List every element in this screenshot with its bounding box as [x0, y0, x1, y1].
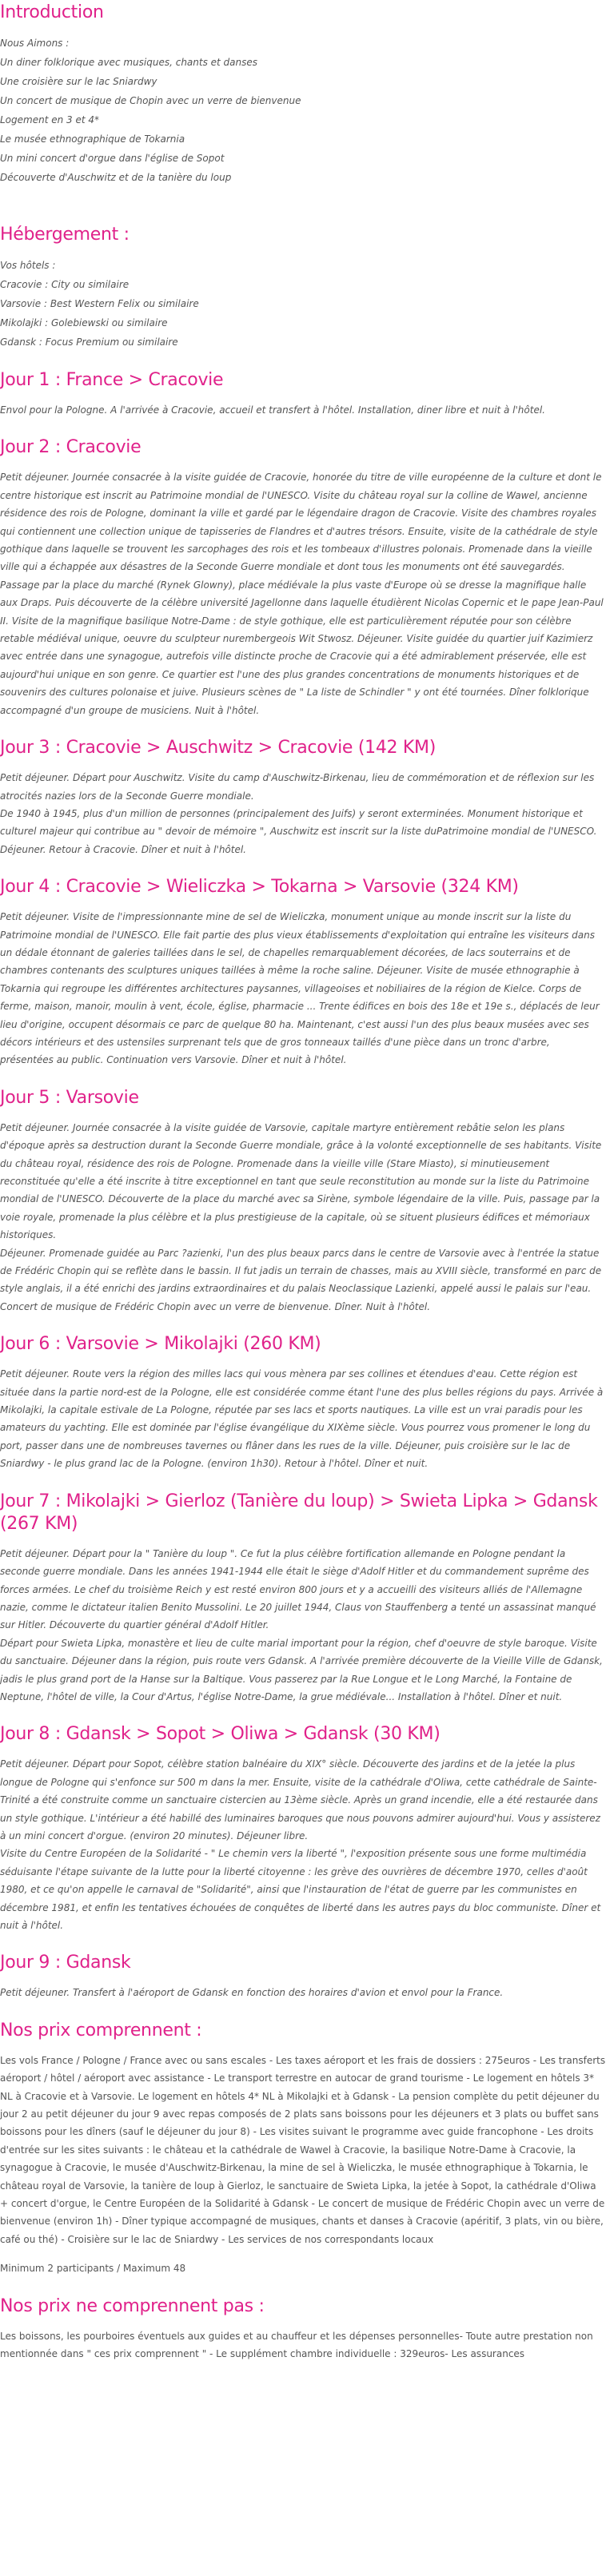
section-day-1: [0, 369, 606, 419]
section-title-price-includes: Nos prix comprennent :: [0, 2020, 202, 2040]
day-description: Déjeuner. Promenade guidée au Parc ?azienki, l'un des plus beaux parcs dans le centre de Varsovie avec à l'entrée la statue de Frédéric Chopin qui se reflète dans le bassin. Il fut jadis un terrain de chasses, mais au XVIII siècle, transformé en parc de style anglais, il a été enrichi des jardins extraordinaires et du palais Neoclassique Lazienki, appelé aussi le palais sur l'eau. Concert de musique de Frédéric Chopin avec un verre de bienvenue. Dîner. Nuit à l'hôtel.: [0, 1247, 602, 1312]
excludes-description: Les boissons, les pourboires éventuels aux guides et au chauffeur et les dépenses personnelles- Toute autre prestation non mentionnée dans " ces prix comprennent " - Le supplément chambre individuelle : 329euros- Les assurances: [0, 2330, 593, 2360]
day-title: Jour 8 : Gdansk > Sopot > Oliwa > Gdansk (30 KM): [0, 1724, 441, 1745]
list-item: Une croisière sur le lac Sniardwy: [0, 76, 157, 87]
day-description: Petit déjeuner. Visite de l'impressionnante mine de sel de Wieliczka, monument unique au monde inscrit sur la liste du Patrimoine mondial de l'UNESCO. Elle fait partie des plus vieux établissements d'exploitation qui entraîne les visiteurs dans un dédale étonnant de galeries taillées dans le sel, de chapelles remarquablement décorées, de lacs souterrains et de chambres contenants des sculptures uniques taillées à même la roche saline. Déjeuner. Visite de musée ethnographie à Tokarnia qui regroupe les différentes architectures paysannes, villageoises et nobiliaires de la région de Kielce. Corps de ferme, maison, manoir, moulin à vent, école, église, pharmacie ... Trente édifices en bois des 18e et 19e s., déplacés de leur lieu d'origine, occupent désormais ce parc de quelque 80 ha. Maintenant, c'est aussi l'un des plus beaux musées avec ses décors intérieurs et des ustensiles surprenant tels que de gros tonneaux taillés d'une pièce dans un tronc d'arbre, présentées au public. Continuation vers Varsovie. Dîner et nuit à l'hôtel.: [0, 911, 600, 1066]
section-title-introduction: Introduction: [0, 2, 104, 22]
list-item: Cracovie : City ou similaire: [0, 279, 130, 290]
day-title: Jour 2 : Cracovie: [0, 437, 142, 458]
list-item: Un mini concert d'orgue dans l'église de Sopot: [0, 153, 225, 164]
list-item: Un concert de musique de Chopin avec un verre de bienvenue: [0, 95, 301, 106]
section-day-9: [0, 1952, 606, 2001]
list-item: Mikolajki : Golebiewski ou similaire: [0, 317, 168, 328]
day-title: Jour 3 : Cracovie > Auschwitz > Cracovie (142 KM): [0, 738, 437, 758]
day-description: Envol pour la Pologne. A l'arrivée à Cracovie, accueil et transfert à l'hôtel. Installation, diner libre et nuit à l'hôtel.: [0, 404, 545, 416]
section-day-5: [0, 1087, 606, 1316]
day-description: Départ pour Swieta Lipka, monastère et lieu de culte marial important pour la région, chef d'oeuvre de style baroque. Visite du sanctuaire. Déjeuner dans la région, puis route vers Gdansk. A l'arrivée première découverte de la Vieille Ville de Gdansk, jadis le plus grand port de la Hanse sur la Baltique. Vous passerez par la Rue Longue et le Long Marché, la Fontaine de Neptune, l'hôtel de ville, la Cour d'Artus, l'église Notre-Dame, la grue médiévale... Installation à l'hôtel. Dîner et nuit.: [0, 1637, 603, 1702]
list-item: Nous Aimons :: [0, 38, 70, 49]
list-item: Varsovie : Best Western Felix ou similaire: [0, 298, 199, 309]
list-item: Vos hôtels :: [0, 260, 56, 271]
section-day-3: [0, 737, 606, 858]
day-description: Petit déjeuner. Départ pour Sopot, célèbre station balnéaire du XIX° siècle. Découverte des jardins et de la jetée la plus longue de Pologne qui s'enfonce sur 500 m dans la mer. Ensuite, visite de la cathédrale d'Oliwa, cette cathédrale de Sainte-Trinité a été construite comme un sanctuaire cistercien au 13ème siècle. Après un grand incendie, elle a été restaurée dans un style gothique. L'intérieur a été habillé des luminaires baroques que nous pouvons admirer aujourd'hui. Vous y assisterez à un mini concert d'orgue. (environ 20 minutes). Déjeuner libre.: [0, 1758, 600, 1841]
section-day-8: [0, 1723, 606, 1934]
section-day-2: [0, 436, 606, 719]
section-day-7: [0, 1491, 606, 1706]
day-title: Jour 5 : Varsovie: [0, 1087, 139, 1108]
section-day-6: [0, 1333, 606, 1472]
day-description: Petit déjeuner. Journée consacrée à la visite guidée de Varsovie, capitale martyre entièrement rebâtie selon les plans d'époque après sa destruction durant la Seconde Guerre mondiale, grâce à la volonté exceptionnelle de ses habitants. Visite du château royal, résidence des rois de Pologne. Promenade dans la vieille ville (Stare Miasto), si minutieusement reconstituée qu'elle a été inscrite à titre exceptionnel en tant que seule reconstitution au monde sur la liste du Patrimoine mondial de l'UNESCO. Découverte de la place du marché avec sa Sirène, symbole légendaire de la ville. Puis, passage par la voie royale, promenade la plus célèbre et la plus prestigieuse de la capitale, où se situent plusieurs édifices et mémoriaux historiques.: [0, 1121, 602, 1241]
list-item: Gdansk : Focus Premium ou similaire: [0, 336, 178, 348]
section-hebergement: [0, 224, 606, 352]
hotels-list: [0, 256, 606, 352]
section-title-hebergement: Hébergement :: [0, 225, 130, 245]
section-day-4: [0, 876, 606, 1069]
introduction-list: [0, 34, 606, 206]
list-item: Le musée ethnographique de Tokarnia: [0, 133, 185, 145]
section-introduction: [0, 0, 606, 206]
day-description: De 1940 à 1945, plus d'un million de personnes (principalement des Juifs) y seront exterminées. Monument historique et culturel majeur qui contribue au " devoir de mémoire ", Auschwitz est inscrit sur la liste duPatrimoine mondial de l'UNESCO. Déjeuner. Retour à Cracovie. Dîner et nuit à l'hôtel.: [0, 807, 597, 855]
section-price-excludes: [0, 2295, 606, 2363]
list-item: Découverte d'Auschwitz et de la tanière du loup: [0, 172, 232, 183]
day-description: Petit déjeuner. Départ pour la " Tanière du loup ". Ce fut la plus célèbre fortification allemande en Pologne pendant la seconde guerre mondiale. Dans les années 1941-1944 elle était le siège d'Adolf Hitler et du commandement suprême des forces armées. Le chef du troisième Reich y est resté environ 800 jours et y a accueilli des visiteurs alliés de l'Allemagne nazie, comme le dictateur italien Benito Mussolini. Le 20 juillet 1944, Claus von Stauffenberg a tenté un assassinat manqué sur Hitler. Découverte du quartier général d'Adolf Hitler.: [0, 1547, 596, 1631]
day-title: Jour 1 : France > Cracovie: [0, 370, 224, 390]
day-description: Petit déjeuner. Journée consacrée à la visite guidée de Cracovie, honorée du titre de ville européenne de la culture et dont le centre historique est inscrit au Patrimoine mondial de l'UNESCO. Visite du château royal sur la colline de Wawel, ancienne résidence des rois de Pologne, dominant la ville et gardé par le légendaire dragon de Cracovie. Visite des chambres royales qui contiennent une collection unique de tapisseries de Flandres et d'autres trésors. Ensuite, visite de la cathédrale de style gothique dans laquelle se trouvent les sarcophages des rois et les tombeaux d'illustres polonais. Promenade dans la vieille ville qui a échappée aux désastres de la Seconde Guerre mondiale et dont tous les monuments ont été sauvegardés. Passage par la place du marché (Rynek Glowny), place médiévale la plus vaste d'Europe où se dresse la magnifique halle aux Draps. Puis découverte de la célèbre université Jagellonne dans laquelle étudièrent Nicolas Copernic et le pape Jean-Paul II. Visite de la magnifique basilique Notre-Dame : de style gothique, elle est particulièrement réputée pour son célèbre retable médiéval unique, oeuvre du sculpteur nurembergeois Wit Stwosz. Déjeuner. Visite guidée du quartier juif Kazimierz avec entrée dans une synagogue, autrefois ville distincte proche de Cracovie qui a été admirablement préservée, elle est aujourd'hui unique en son genre. Ce quartier est l'une des plus grandes concentrations de monuments historiques et de souvenirs des cultures polonaise et juive. Plusieurs scènes de " La liste de Schindler " y ont été tournées. Dîner folklorique accompagné d'un groupe de musiciens. Nuit à l'hôtel.: [0, 472, 604, 716]
section-title-price-excludes: Nos prix ne comprennent pas :: [0, 2295, 265, 2316]
participants-info: Minimum 2 participants / Maximum 48: [0, 2263, 186, 2275]
day-title: Jour 6 : Varsovie > Mikolajki (260 KM): [0, 1334, 321, 1355]
day-description: Petit déjeuner. Route vers la région des milles lacs qui vous mènera par ses collines et étendues d'eau. Cette région est située dans la partie nord-est de la Pologne, elle est considérée comme étant l'une des plus belles régions du pays. Arrivée à Mikolajki, la capitale estivale de La Pologne, réputée par ses lacs et sports nautiques. La ville est un vrai paradis pour les amateurs du yachting. Elle est dominée par l'église évangélique du XIXème siècle. Vous pourrez vous promener le long du port, passer dans une de nombreuses tavernes ou flâner dans les rues de la ville. Déjeuner, puis croisière sur le lac de Sniardwy - le plus grand lac de la Pologne. (environ 1h30). Retour à l'hôtel. Dîner et nuit.: [0, 1368, 604, 1470]
includes-description: Les vols France / Pologne / France avec ou sans escales - Les taxes aéroport et les frais de dossiers : 275euros - Les transferts aéroport / hôtel / aéroport avec assistance - Le transport terrestre en autocar de grand tourisme - Le logement en hôtels 3* NL à Cracovie et à Varsovie. Le logement en hôtels 4* NL à Mikolajki et à Gdansk - La pension complète du petit déjeuner du jour 2 au petit déjeuner du jour 9 avec repas composés de 2 plats sans boissons pour les déjeuners et 3 plats ou buffet sans boissons pour les dîners (sauf le déjeuner du jour 8) - Les visites suivant le programme avec guide francophone - Les droits d'entrée sur les sites suivants : le château et la cathédrale de Wawel à Cracovie, la basilique Notre-Dame à Cracovie, la synagogue à Cracovie, le musée d'Auschwitz-Birkenau, la mine de sel à Wieliczka, le musée ethnographique à Tokarnia, le château royal de Varsovie, la tanière de loup à Gierloz, le sanctuaire de Swieta Lipka, la jetée à Sopot, la cathédrale d'Oliwa + concert d'orgue, le Centre Européen de la Solidarité à Gdansk - Le concert de musique de Frédéric Chopin avec un verre de bienvenue (environ 1h) - Dîner typique accompagné de musiques, chants et danses à Cracovie (apéritif, 3 plats, vin ou bière, café ou thé) - Croisière sur le lac de Sniardwy - Les services de nos correspondants locaux: [0, 2054, 606, 2245]
day-description: Visite du Centre Européen de la Solidarité - " Le chemin vers la liberté ", l'exposition présente sous une forme multimédia séduisante l'étape suivante de la lutte pour la liberté citoyenne : les grève des ouvrières de décembre 1970, celles d'août 1980, et ce qu'on appelle le carnaval de "Solidarité", ainsi que l'instauration de l'état de guerre par les communistes en décembre 1981, et enfin les tentatives échouées de conquêtes de liberté dans les autres pays du bloc communiste. Dîner et nuit à l'hôtel.: [0, 1848, 601, 1931]
list-item: [0, 187, 606, 206]
section-price-includes: [0, 2020, 606, 2278]
list-item: Logement en 3 et 4*: [0, 114, 100, 125]
day-title: Jour 4 : Cracovie > Wieliczka > Tokarna > Varsovie (324 KM): [0, 877, 519, 898]
list-item: Un diner folklorique avec musiques, chants et danses: [0, 57, 258, 68]
day-title: Jour 9 : Gdansk: [0, 1953, 131, 1973]
day-title: Jour 7 : Mikolajki > Gierloz (Tanière du loup) > Swieta Lipka > Gdansk (267 KM): [0, 1491, 598, 1534]
day-description: Petit déjeuner. Transfert à l'aéroport de Gdansk en fonction des horaires d'avion et envol pour la France.: [0, 1987, 504, 1999]
day-description: Petit déjeuner. Départ pour Auschwitz. Visite du camp d'Auschwitz-Birkenau, lieu de commémoration et de réflexion sur les atrocités nazies lors de la Seconde Guerre mondiale.: [0, 772, 595, 802]
